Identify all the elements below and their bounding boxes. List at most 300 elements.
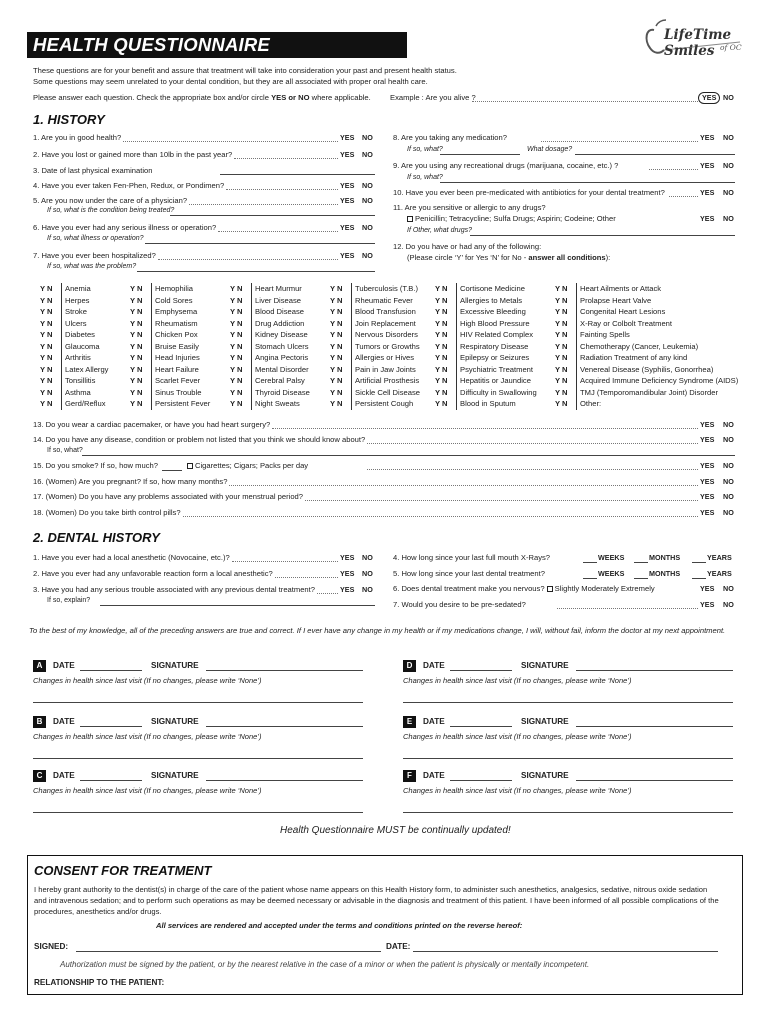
- condition-yn-toggle[interactable]: Y N: [230, 341, 252, 353]
- signature-block-E-changes-line[interactable]: [403, 758, 733, 759]
- condition-label: Arthritis: [65, 353, 91, 362]
- condition-yn-toggle[interactable]: Y N: [130, 318, 152, 330]
- condition-label: Bruise Easily: [155, 341, 199, 351]
- history-q5-yes[interactable]: YES: [340, 196, 355, 205]
- signature-block-B-signature-label: SIGNATURE: [151, 717, 199, 726]
- consent-date-label: DATE:: [386, 942, 411, 951]
- condition-yn-toggle[interactable]: Y N: [230, 375, 252, 387]
- q8: [393, 134, 698, 145]
- q12-sub-bold: answer all conditions: [528, 254, 606, 262]
- q9-answer-line[interactable]: [440, 182, 735, 183]
- period-months-label: MONTHS: [649, 553, 681, 562]
- q15-amount-line[interactable]: [162, 470, 182, 471]
- dental-heading: 2. DENTAL HISTORY: [33, 530, 160, 545]
- signature-block-F-date-line[interactable]: [450, 780, 512, 781]
- dotted-leader: [229, 478, 698, 486]
- dotted-leader: [649, 162, 698, 170]
- signature-block-D-changes-line[interactable]: [403, 702, 733, 703]
- checkbox-icon[interactable]: [407, 216, 413, 222]
- condition-label: Head Injuries: [155, 353, 200, 362]
- history-q7: [33, 252, 338, 263]
- question-18-text: 18. (Women) Do you take birth control pills?: [33, 509, 181, 517]
- dotted-leader: [472, 94, 700, 102]
- question-14-no[interactable]: NO: [723, 435, 734, 444]
- signature-block-A-date-line[interactable]: [80, 670, 142, 671]
- condition-label: Respiratory Disease: [460, 341, 529, 351]
- question-17-yes[interactable]: YES: [700, 492, 715, 501]
- q11: 11. Are you sensitive or allergic to any drugs?: [393, 204, 546, 212]
- condition-yn-toggle[interactable]: Y N: [230, 364, 252, 376]
- condition-label: High Blood Pressure: [460, 318, 530, 328]
- condition-yn-toggle[interactable]: Y N: [230, 306, 252, 318]
- q8-dosage-line[interactable]: [575, 154, 735, 155]
- condition-label: Stomach Ulcers: [255, 341, 309, 351]
- signature-block-D-date-line[interactable]: [450, 670, 512, 671]
- q9-no[interactable]: NO: [723, 161, 734, 170]
- q8-what-line[interactable]: [440, 154, 520, 155]
- signature-block-E-changes-label: Changes in health since last visit (If no changes, please write ‘None’): [403, 732, 632, 741]
- dental-q5: 5. How long since your last dental treatment?: [393, 570, 545, 578]
- q10-text: 10. Have you ever been pre-medicated with antibiotics for your dental treatment?: [393, 189, 665, 197]
- question-13-no[interactable]: NO: [723, 420, 734, 429]
- condition-yn-toggle[interactable]: Y N: [435, 364, 457, 376]
- dotted-leader: [218, 224, 338, 232]
- history-q5-no[interactable]: NO: [362, 196, 373, 205]
- q9-sub: If so, what?: [407, 174, 443, 181]
- condition-yn-toggle[interactable]: Y N: [230, 352, 252, 364]
- condition-label: Cerebral Palsy: [255, 376, 305, 385]
- signature-block-D-changes-label: Changes in health since last visit (If no changes, please write ‘None’): [403, 676, 632, 685]
- checkbox-icon[interactable]: [187, 463, 193, 469]
- condition-label: Rheumatism: [155, 318, 198, 328]
- condition-label: Difficulty in Swallowing: [460, 387, 537, 397]
- condition-label: Chicken Pox: [155, 330, 198, 339]
- condition-label: Cold Sores: [155, 295, 193, 305]
- condition-yn-toggle[interactable]: Y N: [330, 341, 352, 353]
- condition-yn-toggle[interactable]: Y N: [555, 398, 577, 410]
- dotted-leader: [367, 436, 698, 444]
- dotted-leader: [234, 151, 338, 159]
- question-15-yes[interactable]: YES: [700, 461, 715, 470]
- must-update-text: Health Questionnaire MUST be continually updated!: [280, 825, 511, 836]
- condition-yn-toggle[interactable]: Y N: [435, 283, 457, 295]
- condition-yn-toggle[interactable]: Y N: [555, 352, 577, 364]
- signature-block-D-signature-label: SIGNATURE: [521, 661, 569, 670]
- condition-label: Glaucoma: [65, 341, 100, 351]
- q8-yes[interactable]: YES: [700, 133, 715, 142]
- dental-q6-options: Slightly Moderately Extremely: [554, 585, 655, 593]
- condition-yn-toggle[interactable]: Y N: [230, 318, 252, 330]
- question-16-yes[interactable]: YES: [700, 477, 715, 486]
- signature-block-B-date-label: DATE: [53, 717, 75, 726]
- question-16-no[interactable]: NO: [723, 477, 734, 486]
- condition-yn-toggle[interactable]: Y N: [40, 398, 62, 410]
- history-q1: [33, 134, 338, 145]
- q6-answer-line[interactable]: [145, 243, 375, 244]
- q11-answer-line[interactable]: [470, 235, 735, 236]
- history-q4-yes[interactable]: YES: [340, 181, 355, 190]
- q10-no[interactable]: NO: [723, 188, 734, 197]
- signature-block-F-changes-line[interactable]: [403, 812, 733, 813]
- condition-yn-toggle[interactable]: Y N: [435, 318, 457, 330]
- history-q7-yes[interactable]: YES: [340, 251, 355, 260]
- logo-text: LifeTime Smiles: [664, 27, 732, 59]
- condition-label: Rheumatic Fever: [355, 295, 413, 305]
- signature-block-E-letter: E: [403, 716, 416, 728]
- condition-label: Hepatitis or Jaundice: [460, 376, 531, 385]
- question-17-text: 17. (Women) Do you have any problems associated with your menstrual period?: [33, 493, 303, 501]
- condition-label: Venereal Disease (Syphilis, Gonorrhea): [580, 364, 714, 374]
- q11-yes[interactable]: YES: [700, 214, 715, 223]
- signature-block-C-changes-line[interactable]: [33, 812, 363, 813]
- condition-label: Sinus Trouble: [155, 387, 202, 397]
- period-blank-line[interactable]: [692, 578, 706, 579]
- consent-date-line[interactable]: [413, 951, 718, 952]
- period-years-label: YEARS: [707, 553, 732, 562]
- condition-yn-toggle[interactable]: Y N: [555, 364, 577, 376]
- condition-yn-toggle[interactable]: Y N: [435, 341, 457, 353]
- q7-answer-line[interactable]: [137, 271, 375, 272]
- intro-line-3-post: where applicable.: [309, 94, 371, 102]
- condition-yn-toggle[interactable]: Y N: [130, 341, 152, 353]
- q10: [393, 189, 698, 200]
- signature-block-E-date-line[interactable]: [450, 726, 512, 727]
- condition-label: HIV Related Complex: [460, 330, 534, 339]
- history-q2-yes[interactable]: YES: [340, 150, 355, 159]
- dental-q7-text: 7. Would you desire to be pre-sedated?: [393, 601, 526, 609]
- logo-subtext: of OC: [720, 43, 742, 52]
- dotted-leader: [183, 509, 698, 517]
- condition-yn-toggle[interactable]: Y N: [40, 295, 62, 307]
- dotted-leader: [158, 252, 338, 260]
- signature-block-B-changes-line[interactable]: [33, 758, 363, 759]
- q11-no[interactable]: NO: [723, 214, 734, 223]
- dental-q7-no[interactable]: NO: [723, 600, 734, 609]
- dental-q1-yes[interactable]: YES: [340, 553, 355, 562]
- condition-yn-toggle[interactable]: Y N: [230, 295, 252, 307]
- condition-label: Artificial Prosthesis: [355, 376, 420, 385]
- dental-q2: [33, 570, 338, 581]
- signature-block-F-date-label: DATE: [423, 771, 445, 780]
- signature-block-B-signature-line[interactable]: [206, 726, 363, 727]
- condition-label: Blood Disease: [255, 307, 304, 316]
- condition-label: Chemotherapy (Cancer, Leukemia): [580, 341, 699, 351]
- signature-block-A-signature-label: SIGNATURE: [151, 661, 199, 670]
- condition-yn-toggle[interactable]: Y N: [130, 283, 152, 295]
- question-17-no[interactable]: NO: [723, 492, 734, 501]
- consent-box: [27, 855, 743, 995]
- signature-block-C-date-line[interactable]: [80, 780, 142, 781]
- question-14-yes[interactable]: YES: [700, 435, 715, 444]
- example-yes-circled: YES: [698, 92, 720, 104]
- condition-yn-toggle[interactable]: Y N: [435, 329, 457, 341]
- condition-yn-toggle[interactable]: Y N: [330, 364, 352, 376]
- signature-block-F-signature-line[interactable]: [576, 780, 733, 781]
- signature-block-F-signature-label: SIGNATURE: [521, 771, 569, 780]
- period-blank-line[interactable]: [692, 562, 706, 563]
- q12: 12. Do you have or had any of the following:: [393, 243, 542, 251]
- intro-line-1: These questions are for your benefit and assure that treatment will take into consideration your past and present health status.: [33, 67, 457, 75]
- question-15-no[interactable]: NO: [723, 461, 734, 470]
- dotted-leader: [275, 570, 338, 578]
- condition-yn-toggle[interactable]: Y N: [230, 283, 252, 295]
- condition-yn-toggle[interactable]: Y N: [40, 341, 62, 353]
- history-q6-yes[interactable]: YES: [340, 223, 355, 232]
- signature-block-E-signature-label: SIGNATURE: [521, 717, 569, 726]
- question-18-yes[interactable]: YES: [700, 508, 715, 517]
- condition-label: Psychiatric Treatment: [460, 364, 534, 374]
- signature-block-E-signature-line[interactable]: [576, 726, 733, 727]
- condition-yn-toggle[interactable]: Y N: [330, 306, 352, 318]
- condition-yn-toggle[interactable]: Y N: [130, 352, 152, 364]
- dotted-leader: [232, 554, 338, 562]
- condition-label: X-Ray or Colbolt Treatment: [580, 318, 673, 328]
- condition-yn-toggle[interactable]: Y N: [40, 352, 62, 364]
- dental-q3-answer-line[interactable]: [100, 605, 375, 606]
- condition-yn-toggle[interactable]: Y N: [130, 387, 152, 399]
- signature-block-A-signature-line[interactable]: [206, 670, 363, 671]
- condition-yn-toggle[interactable]: Y N: [330, 398, 352, 410]
- condition-yn-toggle[interactable]: Y N: [230, 387, 252, 399]
- history-q1-text: 1. Are you in good health?: [33, 134, 122, 142]
- condition-yn-toggle[interactable]: Y N: [435, 387, 457, 399]
- condition-yn-toggle[interactable]: Y N: [330, 387, 352, 399]
- history-q3-text: 3. Date of last physical examination: [33, 167, 153, 175]
- condition-yn-toggle[interactable]: Y N: [555, 341, 577, 353]
- signature-block-C-date-label: DATE: [53, 771, 75, 780]
- dental-q6-yes[interactable]: YES: [700, 584, 715, 593]
- dotted-leader: [317, 586, 338, 594]
- question-15-text: 15. Do you smoke? If so, how much?: [33, 462, 158, 470]
- dental-q3-yes[interactable]: YES: [340, 585, 355, 594]
- q8-no[interactable]: NO: [723, 133, 734, 142]
- dental-q1-no[interactable]: NO: [362, 553, 373, 562]
- period-blank-line[interactable]: [583, 562, 597, 563]
- q5-answer-line[interactable]: [170, 215, 375, 216]
- condition-label: Excessive Bleeding: [460, 307, 526, 316]
- condition-yn-toggle[interactable]: Y N: [40, 318, 62, 330]
- condition-yn-toggle[interactable]: Y N: [130, 398, 152, 410]
- signature-block-A-date-label: DATE: [53, 661, 75, 670]
- condition-yn-toggle[interactable]: Y N: [40, 283, 62, 295]
- intro-line-3-bold: YES or NO: [271, 94, 310, 102]
- dotted-leader: [305, 493, 698, 501]
- condition-yn-toggle[interactable]: Y N: [330, 318, 352, 330]
- dental-q3: [33, 586, 338, 597]
- condition-label: Night Sweats: [255, 399, 300, 408]
- condition-label: Allergies to Metals: [460, 295, 523, 305]
- condition-yn-toggle[interactable]: Y N: [130, 375, 152, 387]
- dental-q7: [393, 601, 698, 612]
- condition-label: Scarlet Fever: [155, 376, 201, 385]
- history-q6: [33, 224, 338, 235]
- condition-label: Asthma: [65, 387, 91, 397]
- dotted-leader: [226, 182, 338, 190]
- signature-block-A-changes-label: Changes in health since last visit (If no changes, please write ‘None’): [33, 676, 262, 685]
- condition-label: Ulcers: [65, 318, 87, 328]
- period-weeks-label: WEEKS: [598, 553, 625, 562]
- condition-yn-toggle[interactable]: Y N: [130, 329, 152, 341]
- signature-block-C-signature-line[interactable]: [206, 780, 363, 781]
- question-18: [33, 509, 698, 520]
- condition-label: Heart Ailments or Attack: [580, 284, 662, 293]
- q11-options: [407, 215, 700, 226]
- condition-label: Sickle Cell Disease: [355, 387, 420, 397]
- question-13-yes[interactable]: YES: [700, 420, 715, 429]
- condition-yn-toggle[interactable]: Y N: [555, 306, 577, 318]
- dotted-leader: [340, 462, 698, 470]
- q8-sub-what: If so, what?: [407, 146, 443, 153]
- q10-yes[interactable]: YES: [700, 188, 715, 197]
- q12-sub: [407, 254, 737, 265]
- condition-yn-toggle[interactable]: Y N: [130, 364, 152, 376]
- condition-label: Hemophilia: [155, 284, 193, 293]
- condition-label: TMJ (Temporomandibular Joint) Disorder: [580, 387, 718, 397]
- condition-yn-toggle[interactable]: Y N: [435, 306, 457, 318]
- q11-sub: If Other, what drugs?: [407, 227, 472, 234]
- condition-yn-toggle[interactable]: Y N: [555, 295, 577, 307]
- example-line: [390, 94, 700, 105]
- signature-block-D-signature-line[interactable]: [576, 670, 733, 671]
- condition-label: Tumors or Growths: [355, 341, 420, 351]
- history-q6-text: 6. Have you ever had any serious illness or operation?: [33, 224, 217, 232]
- intro-line-3-text: Please answer each question. Check the appropriate box and/or circle: [33, 94, 272, 102]
- condition-yn-toggle[interactable]: Y N: [435, 375, 457, 387]
- authorization-text: Authorization must be signed by the patient, or by the nearest relative in the case of a minor or when the patient is physically or mentally incompetent.: [60, 960, 590, 969]
- condition-label: Thyroid Disease: [255, 387, 310, 397]
- signature-block-F-letter: F: [403, 770, 416, 782]
- condition-label: Blood in Sputum: [460, 399, 516, 408]
- condition-yn-toggle[interactable]: Y N: [40, 387, 62, 399]
- question-16: [33, 478, 698, 489]
- condition-yn-toggle[interactable]: Y N: [330, 375, 352, 387]
- condition-label: Anemia: [65, 284, 91, 293]
- condition-yn-toggle[interactable]: Y N: [555, 387, 577, 399]
- condition-label: Drug Addiction: [255, 318, 305, 328]
- history-q4-no[interactable]: NO: [362, 181, 373, 190]
- dotted-leader: [557, 601, 698, 609]
- q9-yes[interactable]: YES: [700, 161, 715, 170]
- condition-yn-toggle[interactable]: Y N: [435, 398, 457, 410]
- history-q2-no[interactable]: NO: [362, 150, 373, 159]
- condition-label: Other:: [580, 399, 602, 408]
- signature-block-B-date-line[interactable]: [80, 726, 142, 727]
- dental-q7-yes[interactable]: YES: [700, 600, 715, 609]
- condition-label: Persistent Fever: [155, 399, 211, 408]
- condition-yn-toggle[interactable]: Y N: [435, 352, 457, 364]
- condition-label: Herpes: [65, 295, 90, 305]
- dental-q3-text: 3. Have you had any serious trouble associated with any previous dental treatment?: [33, 586, 315, 594]
- q5-sub: If so, what is the condition being treated?: [47, 207, 175, 214]
- condition-label: Diabetes: [65, 330, 95, 339]
- condition-yn-toggle[interactable]: Y N: [555, 318, 577, 330]
- condition-yn-toggle[interactable]: Y N: [40, 375, 62, 387]
- dental-q6-no[interactable]: NO: [723, 584, 734, 593]
- dental-q1-text: 1. Have you ever had a local anesthetic (Novocaine, etc.)?: [33, 554, 230, 562]
- signature-block-D-date-label: DATE: [423, 661, 445, 670]
- history-q3: [33, 167, 338, 178]
- condition-yn-toggle[interactable]: Y N: [230, 398, 252, 410]
- q8-text: 8. Are you taking any medication?: [393, 134, 507, 142]
- condition-label: Heart Failure: [155, 364, 199, 374]
- condition-yn-toggle[interactable]: Y N: [40, 306, 62, 318]
- history-q6-no[interactable]: NO: [362, 223, 373, 232]
- signature-block-B-changes-label: Changes in health since last visit (If no changes, please write ‘None’): [33, 732, 262, 741]
- logo: [640, 14, 746, 60]
- condition-yn-toggle[interactable]: Y N: [555, 283, 577, 295]
- history-q1-yes[interactable]: YES: [340, 133, 355, 142]
- condition-yn-toggle[interactable]: Y N: [40, 329, 62, 341]
- dental-q2-no[interactable]: NO: [362, 569, 373, 578]
- dental-q6: [393, 585, 698, 596]
- condition-label: Mental Disorder: [255, 364, 309, 374]
- history-q1-no[interactable]: NO: [362, 133, 373, 142]
- q8-sub-dosage: What dosage?: [527, 146, 573, 153]
- history-q5-text: 5. Are you now under the care of a physician?: [33, 197, 188, 205]
- condition-yn-toggle[interactable]: Y N: [130, 295, 152, 307]
- consent-services: All services are rendered and accepted under the terms and conditions printed on the reverse hereof:: [156, 922, 523, 930]
- signature-block-E-date-label: DATE: [423, 717, 445, 726]
- q15-options-text: Cigarettes; Cigars; Packs per day: [195, 462, 309, 470]
- question-17: [33, 493, 698, 504]
- condition-yn-toggle[interactable]: Y N: [330, 283, 352, 295]
- condition-yn-toggle[interactable]: Y N: [435, 295, 457, 307]
- condition-label: Cortisone Medicine: [460, 284, 525, 293]
- condition-label: Heart Murmur: [255, 284, 302, 293]
- condition-label: Tonsillitis: [65, 376, 96, 385]
- consent-signed-line[interactable]: [76, 951, 381, 952]
- condition-label: Pain in Jaw Joints: [355, 364, 416, 374]
- question-18-no[interactable]: NO: [723, 508, 734, 517]
- period-blank-line[interactable]: [634, 562, 648, 563]
- signature-block-A-changes-line[interactable]: [33, 702, 363, 703]
- condition-yn-toggle[interactable]: Y N: [230, 329, 252, 341]
- condition-yn-toggle[interactable]: Y N: [555, 375, 577, 387]
- q3-answer-line[interactable]: [220, 174, 375, 175]
- period-blank-line[interactable]: [634, 578, 648, 579]
- period-blank-line[interactable]: [583, 578, 597, 579]
- signature-block-D-letter: D: [403, 660, 416, 672]
- condition-label: Nervous Disorders: [355, 330, 418, 339]
- checkbox-icon[interactable]: [547, 586, 553, 592]
- dental-q1: [33, 554, 338, 565]
- question-13-text: 13. Do you wear a cardiac pacemaker, or have you had heart surgery?: [33, 421, 271, 429]
- condition-label: Latex Allergy: [65, 364, 109, 374]
- question-16-text: 16. (Women) Are you pregnant? If so, how many months?: [33, 478, 228, 486]
- dental-q3-no[interactable]: NO: [362, 585, 373, 594]
- condition-yn-toggle[interactable]: Y N: [555, 329, 577, 341]
- q14-answer-line[interactable]: [82, 455, 735, 456]
- history-q2-text: 2. Have you lost or gained more than 10lb in the past year?: [33, 151, 233, 159]
- q11-options-text: Penicillin; Tetracycline; Sulfa Drugs; Aspirin; Codeine; Other: [415, 215, 616, 223]
- condition-yn-toggle[interactable]: Y N: [330, 329, 352, 341]
- condition-yn-toggle[interactable]: Y N: [130, 306, 152, 318]
- example-no: NO: [723, 93, 734, 102]
- condition-label: Liver Disease: [255, 295, 302, 305]
- condition-label: Radiation Treatment of any kind: [580, 353, 688, 362]
- condition-yn-toggle[interactable]: Y N: [40, 364, 62, 376]
- condition-yn-toggle[interactable]: Y N: [330, 352, 352, 364]
- signature-block-C-changes-label: Changes in health since last visit (If no changes, please write ‘None’): [33, 786, 262, 795]
- history-q7-no[interactable]: NO: [362, 251, 373, 260]
- question-14-text: 14. Do you have any disease, condition or problem not listed that you think we should know about?: [33, 436, 366, 444]
- dental-q2-yes[interactable]: YES: [340, 569, 355, 578]
- dental-q2-text: 2. Have you ever had any unfavorable reaction form a local anesthetic?: [33, 570, 273, 578]
- affirmation-text: To the best of my knowledge, all of the preceding answers are true and correct. If I ever have any change in my health or if my medications change, I will, without fail, inform the doctor at my next appointment.: [29, 626, 726, 635]
- condition-yn-toggle[interactable]: Y N: [330, 295, 352, 307]
- signature-block-C-signature-label: SIGNATURE: [151, 771, 199, 780]
- dotted-leader: [123, 134, 338, 142]
